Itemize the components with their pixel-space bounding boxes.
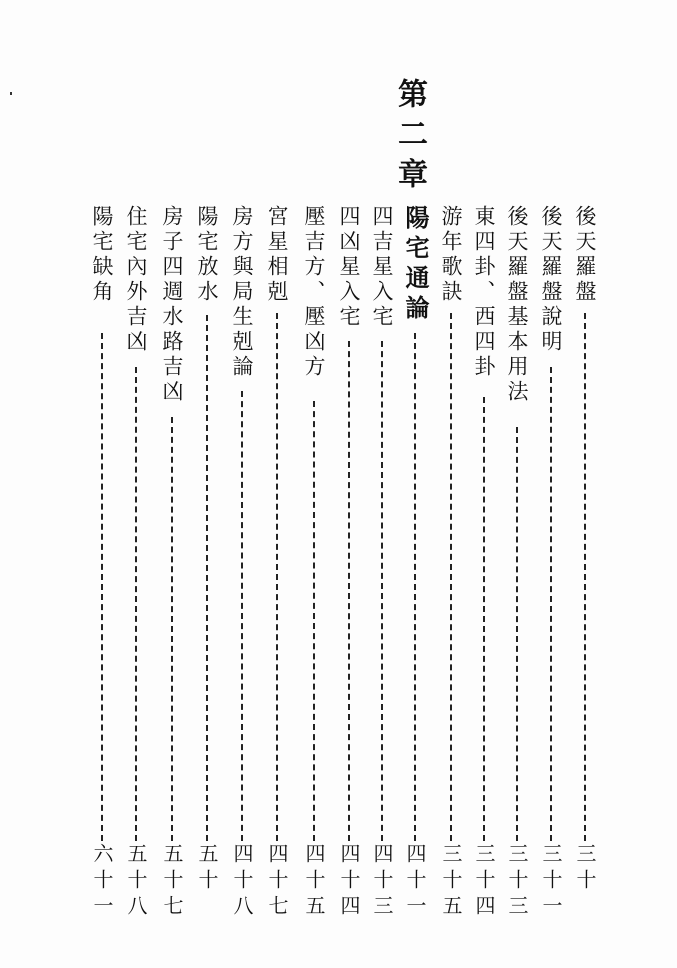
toc-entry-title: 東四卦、西四卦 [472,205,496,380]
dotted-leader [206,315,208,841]
dotted-leader [171,417,173,841]
toc-entry [436,205,466,920]
toc-entry-title: 住宅內外吉凶 [124,205,148,355]
toc-entry [227,205,257,920]
toc-entry-title: 四吉星入宅 [370,205,394,330]
toc-entry [570,205,600,920]
toc-entry-title: 游年歌訣 [439,205,463,305]
toc-entry [469,205,499,920]
toc-entry [502,205,532,920]
toc-entry [536,205,566,920]
dotted-leader [450,313,452,841]
toc-entry-title: 後天羅盤基本用法 [505,205,529,405]
dotted-leader [516,427,518,841]
dotted-leader [348,341,350,841]
chapter-heading: 第二章 [392,78,427,198]
dotted-leader [483,397,485,841]
toc-section-title: 陽宅通論 [401,205,430,325]
toc-entry [299,205,329,920]
toc-entry-title: 房方與局生剋論 [230,205,254,380]
toc-entry [121,205,151,920]
toc-entry-page: 五十七 [160,843,184,921]
toc-entry-page: 五十 [195,843,219,895]
toc-entry [367,205,397,920]
toc-entry-title: 房子四週水路吉凶 [160,205,184,405]
dotted-leader [241,391,243,841]
scan-speck [10,92,12,95]
toc-entry [87,205,117,920]
toc-entry-page: 四十四 [337,843,361,921]
toc-entry [262,205,292,920]
dotted-leader [135,367,137,841]
dotted-leader [381,341,383,841]
toc-entry-page: 三十四 [472,843,496,921]
toc-entry [192,205,222,920]
toc-entry-page: 四十七 [265,843,289,921]
toc-entry-page: 三十一 [539,843,563,921]
toc-entry-title: 四凶星入宅 [337,205,361,330]
toc-entry-title: 壓吉方、壓凶方 [302,205,326,380]
dotted-leader [101,333,103,841]
toc-entry-page: 五十八 [124,843,148,921]
dotted-leader [550,367,552,841]
toc-entry-page: 六十一 [90,843,114,921]
dotted-leader [414,333,416,841]
toc-entry [157,205,187,920]
dotted-leader [584,313,586,841]
toc-entry-title: 後天羅盤說明 [539,205,563,355]
toc-entry-page: 四十八 [230,843,254,921]
toc-entry-title: 後天羅盤 [573,205,597,305]
toc-entry-title: 陽宅放水 [195,205,219,305]
toc-entry-page: 三十三 [505,843,529,921]
toc-entry-page: 四十三 [370,843,394,921]
toc-entry-page: 三十 [573,843,597,895]
toc-entry-page: 四十五 [302,843,326,921]
dotted-leader [276,313,278,841]
toc-section-page: 四十一 [403,843,427,921]
toc-section [400,205,430,920]
toc-entry [334,205,364,920]
toc-entry-title: 陽宅缺角 [90,205,114,305]
toc-entry-title: 宮星相剋 [265,205,289,305]
dotted-leader [313,401,315,841]
toc-entry-page: 三十五 [439,843,463,921]
